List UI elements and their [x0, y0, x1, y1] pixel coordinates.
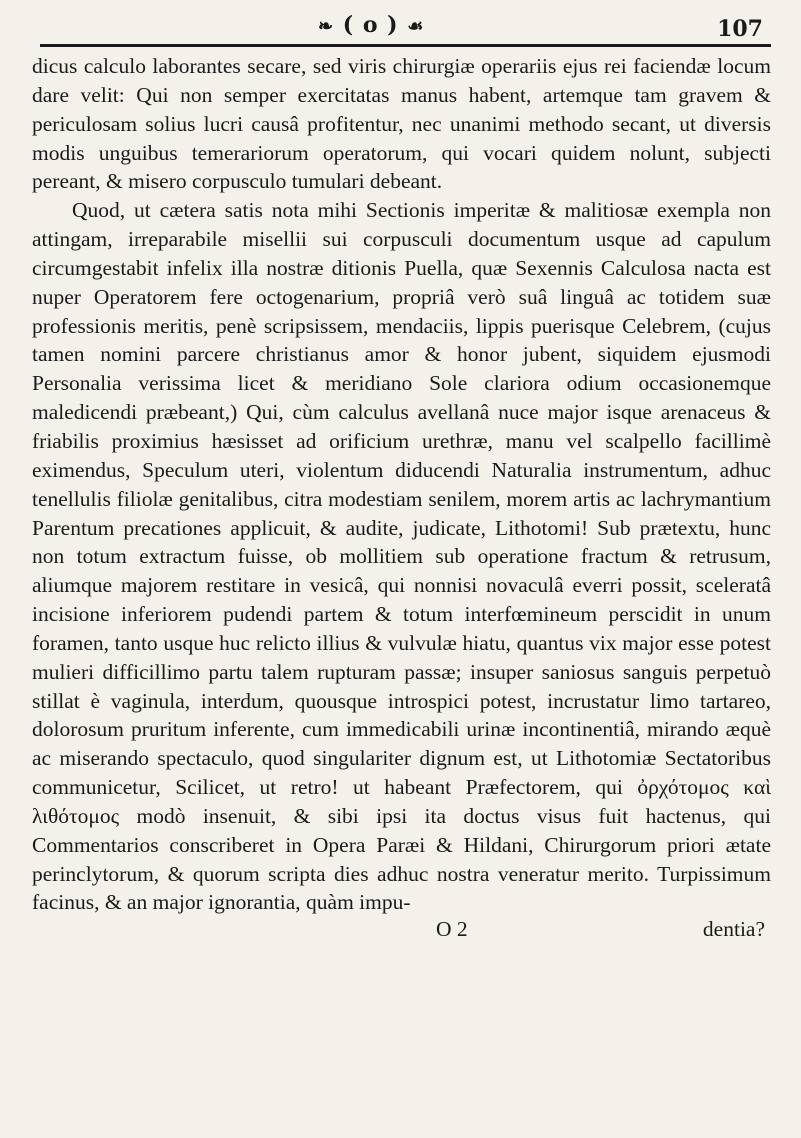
- signature-mark: O 2: [436, 917, 468, 942]
- body-text: [32, 52, 771, 917]
- fleuron-right-icon: ☙: [407, 16, 425, 37]
- paragraph-1: dicus calculo laborantes secare, sed viris chirurgiæ operariis ejus rei faciendæ locum dare velit: Qui non semper exercitatas manus habent, artemque tam gravem & periculosam solius lucri causâ profitentur, nec unanimi methodo secant, ut diversis modis unguibus temerariorum operatorum, qui vocari quidem nolunt, subjecti pereant, & misero corpusculo tumulari debeant.: [32, 54, 771, 194]
- catchword: dentia?: [702, 917, 765, 942]
- header-title-text: ( o ): [342, 12, 399, 38]
- page-number: 107: [717, 16, 763, 42]
- running-header: [32, 8, 771, 48]
- header-title: [318, 12, 424, 38]
- fleuron-left-icon: ❧: [318, 16, 335, 37]
- header-rule: [40, 44, 771, 47]
- paragraph-2: Quod, ut cætera satis nota mihi Sectionis imperitæ & malitiosæ exempla non attingam, irreparabile misellii sui corpusculi documentum usque ad capulum circumgestabit infelix illa nostræ ditionis Puella, quæ Sexennis Calculosa nacta est nuper Operatorem fere octogenarium, propriâ verò suâ linguâ ac totidem suæ professionis meritis, penè scripsissem, mendaciis, lippis puerisque Celebrem, (cujus tamen nomini parcere christianus amor & honor jubent, siquidem ejusmodi Personalia verissima licet & meridiano Sole clariora odium occasionemque maledicendi præbeant,) Qui, cùm calculus avellanâ nuce major isque arenaceus & friabilis proximius hæsisset ad orificium urethræ, manu vel scalpello facillimè eximendus, Speculum uteri, violentum diducendi Naturalia instrumentum, adhuc tenellulis filiolæ genitalibus, citra modestiam senilem, morem artis ac lachrymantium Parentum precationes applicuit, & audite, judicate, Lithotomi! Sub prætextu, hunc non totum extractum fuisse, ob mollitiem sub operatione fractum & retrusum, aliumque majorem restitare in vesicâ, qui nonnisi novaculâ everri possit, sceleratâ incisione inferiorem pudendi partem & totum interfœmineum perscidit in unum foramen, tanto usque huc relicto illius & vulvulæ hiatu, quantus vix major esse potest mulieri difficillimo partu talem rupturam passæ; insuper saniosus sanguis perpetuò stillat è vaginula, interdum, quousque introspici potest, incrustatur limo tartareo, dolorosum pruritum inferente, cum immedicabili urinæ incontinentiâ, mirando æquè ac miserando spectaculo, quod singulariter dignum est, ut Lithotomiæ Sectatoribus communicetur, Scilicet, ut retro! ut habeant Præfectorem, qui ὀρχότομος καὶ λιθότομος modò insenuit, & sibi ipsi ita doctus visus fuit hactenus, qui Commentarios conscriberet in Opera Paræi & Hildani, Chirurgorum priori ætate perinclytorum, & quorum scripta dies adhuc nostra veneratur merito. Turpissimum facinus, & an major ignorantia, quàm impu-: [32, 198, 771, 915]
- page-footer: [32, 917, 771, 945]
